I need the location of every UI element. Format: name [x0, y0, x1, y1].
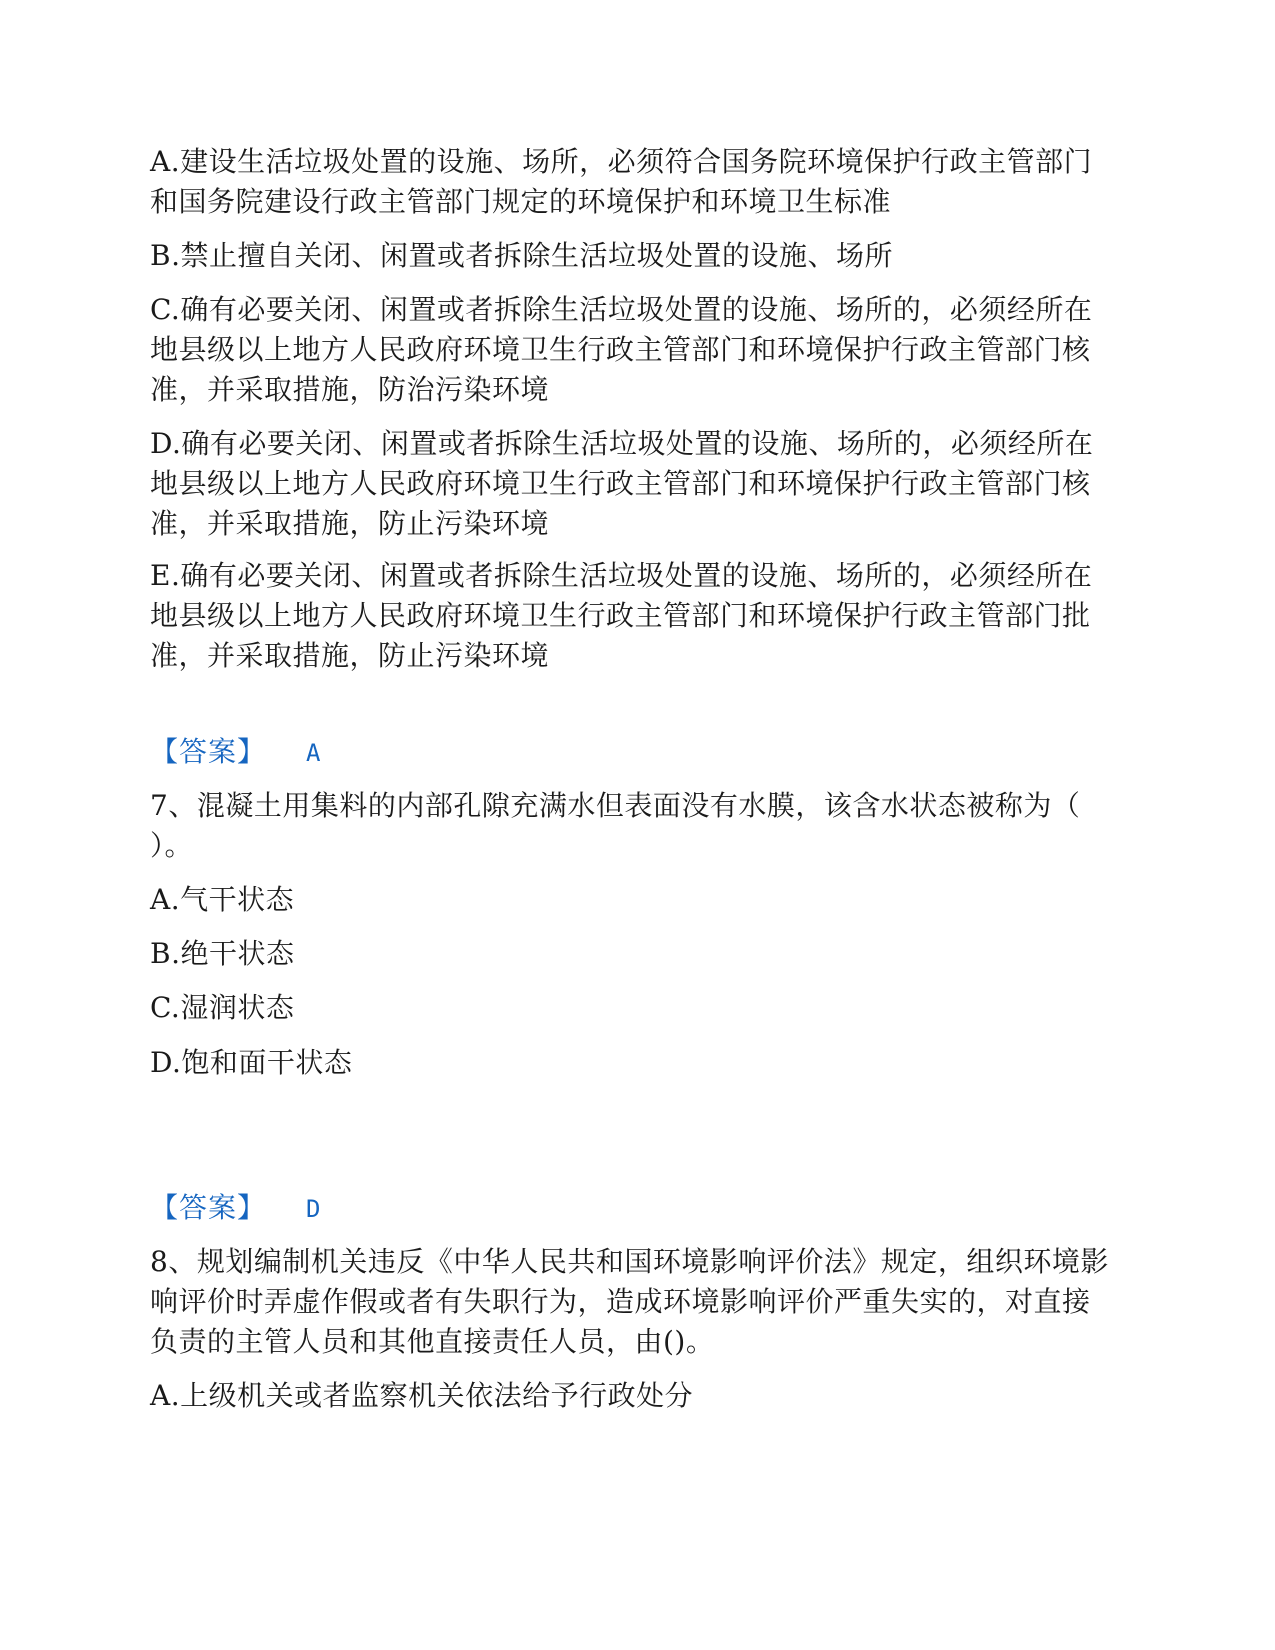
q7-option-a: A.气干状态 — [150, 883, 295, 916]
q6-option-a: A.建设生活垃圾处置的设施、场所，必须符合国务院环境保护行政主管部门和国务院建设行政主管部门规定的环境保护和环境卫生标准 — [150, 145, 1093, 218]
q7-answer-line — [150, 1188, 320, 1229]
q6-answer-value: A — [306, 739, 321, 767]
q6-option-e: E.确有必要关闭、闲置或者拆除生活垃圾处置的设施、场所的，必须经所在地县级以上地方人民政府环境卫生行政主管部门和环境保护行政主管部门批准，并采取措施，防止污染环境 — [150, 559, 1093, 672]
q6-option-c: C.确有必要关闭、闲置或者拆除生活垃圾处置的设施、场所的，必须经所在地县级以上地方人民政府环境卫生行政主管部门和环境保护行政主管部门核准，并采取措施，防治污染环境 — [150, 293, 1093, 406]
q7-option-c: C.湿润状态 — [150, 991, 295, 1024]
q7-option-b: B.绝干状态 — [150, 937, 295, 970]
q8-option-a: A.上级机关或者监察机关依法给予行政处分 — [150, 1379, 694, 1412]
q7-answer-value: D — [306, 1195, 321, 1223]
answer-label: 【答案】 — [150, 735, 267, 768]
q8-question: 8、规划编制机关违反《中华人民共和国环境影响评价法》规定，组织环境影响评价时弄虚作假或者有失职行为，造成环境影响评价严重失实的，对直接负责的主管人员和其他直接责任人员，由()。 — [150, 1245, 1109, 1358]
q7-option-d: D.饱和面干状态 — [150, 1046, 353, 1079]
q6-option-b: B.禁止擅自关闭、闲置或者拆除生活垃圾处置的设施、场所 — [150, 239, 893, 272]
q6-answer-line — [150, 732, 320, 773]
answer-label: 【答案】 — [150, 1191, 267, 1224]
q7-question: 7、混凝土用集料的内部孔隙充满水但表面没有水膜，该含水状态被称为（ ）。 — [150, 789, 1081, 862]
q6-option-d: D.确有必要关闭、闲置或者拆除生活垃圾处置的设施、场所的，必须经所在地县级以上地方人民政府环境卫生行政主管部门和环境保护行政主管部门核准，并采取措施，防止污染环境 — [150, 427, 1094, 540]
